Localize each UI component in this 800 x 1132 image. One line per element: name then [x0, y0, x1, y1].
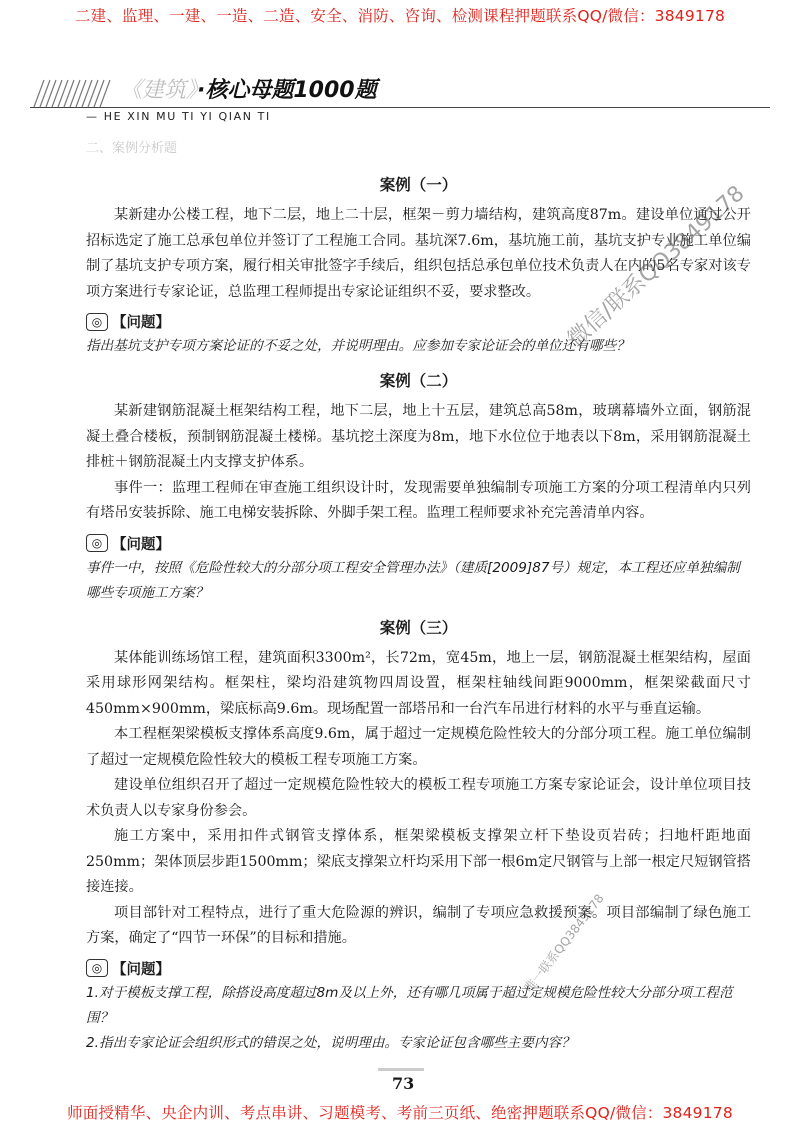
case-3-question-2: 2.指出专家论证会组织形式的错误之处，说明理由。专家论证包含哪些主要内容？: [86, 1034, 575, 1051]
case-title-1: 案例（一）: [379, 176, 458, 194]
question-label: [86, 958, 751, 979]
book-title-pinyin: — HE XIN MU TI YI QIAN TI: [86, 110, 271, 123]
question-label-text: 【问题】: [112, 961, 170, 978]
case-3-paragraph: 项目部针对工程特点，进行了重大危险源的辨识，编制了专项应急救援预案。项目部编制了绿色施工方案，确定了“四节一环保”的目标和措施。: [86, 904, 751, 946]
top-promo-banner: 二建、监理、一建、一造、二造、安全、消防、咨询、检测课程押题联系QQ/微信：3849178: [74, 7, 726, 25]
case-3-paragraph: 建设单位组织召开了超过一定规模危险性较大的模板工程专项施工方案专家论证会，设计单位项目技术负责人以专家身份参会。: [86, 777, 751, 819]
case-3-paragraph: 施工方案中，采用扣件式钢管支撑体系，框架梁模板支撑架立杆下垫设页岩砖；扫地杆距地面250mm；架体顶层步距1500mm；梁底支撑架立杆均采用下部一根6m定尺钢管与上部一根定尺短钢管搭接连接。: [86, 828, 751, 895]
page-number: 73: [392, 1074, 415, 1093]
case-2-event-1: 事件一：监理工程师在审查施工组织设计时，发现需要单独编制专项施工方案的分项工程清单内只列有塔吊安装拆除、施工电梯安装拆除、外脚手架工程。监理工程师要求补充完善清单内容。: [86, 479, 751, 521]
bottom-promo-banner: 师面授精华、央企内训、考点串讲、习题模考、考前三页纸、绝密押题联系QQ/微信：3849178: [67, 1104, 733, 1122]
question-icon: ◎: [86, 534, 108, 552]
question-label: [86, 533, 751, 554]
question-label-text: 【问题】: [112, 536, 170, 553]
question-label: [86, 311, 751, 332]
watermark-small: 唯一联系QQ3849178: [521, 891, 607, 995]
book-series-title: ·核心母题1000题: [197, 78, 377, 103]
book-title: [120, 73, 377, 104]
case-title-2: 案例（二）: [379, 372, 458, 390]
question-label-text: 【问题】: [112, 315, 170, 331]
header-stripes-decoration: [30, 78, 120, 108]
case-title-3: 案例（三）: [379, 618, 458, 637]
case-1-question: 指出基坑支护专项方案论证的不妥之处，并说明理由。应参加专家论证会的单位还有哪些？: [86, 338, 630, 354]
section-heading: 二、案例分析题: [86, 141, 178, 156]
header-rule: [30, 107, 770, 108]
book-category: 《建筑》: [120, 78, 198, 103]
main-content: [86, 173, 751, 1056]
case-2-paragraph: 某新建钢筋混凝土框架结构工程，地下二层，地上十五层，建筑总高58m，玻璃幕墙外立面，钢筋混凝土叠合楼板，预制钢筋混凝土楼梯。基坑挖土深度为8m，地下水位位于地表以下8m，采用钢筋混凝土排桩＋钢筋混凝土内支撑支护体系。: [86, 403, 751, 470]
question-icon: ◎: [86, 313, 108, 331]
watermark-main: 微信/联系QQ3849178: [563, 181, 750, 353]
case-2-question: 事件一中，按照《危险性较大的分部分项工程安全管理办法》（建质[2009]87号）规定，本工程还应单独编制哪些专项施工方案？: [86, 559, 740, 601]
case-3-paragraph: 本工程框架梁模板支撑体系高度9.6m，属于超过一定规模危险性较大的分部分项工程。施工单位编制了超过一定规模危险性较大的模板工程专项施工方案。: [86, 726, 751, 768]
case-3-paragraph: 某体能训练场馆工程，建筑面积3300m²，长72m，宽45m，地上一层，钢筋混凝土框架结构，屋面采用球形网架结构。框架柱，梁均沿建筑物四周设置，框架柱轴线间距9000mm，框架梁截面尺寸450mm×900mm，梁底标高9.6m。现场配置一部塔吊和一台汽车吊进行材料的水平与垂直运输。: [86, 649, 751, 717]
case-1-paragraph: 某新建办公楼工程，地下二层，地上二十层，框架－剪力墙结构，建筑高度87m。建设单位通过公开招标选定了施工总承包单位并签订了工程施工合同。基坑深7.6m，基坑施工前，基坑支护专业施工单位编制了基坑支护专项方案，履行相关审批签字手续后，组织包括总承包单位技术负责人在内的5名专家对该专项方案进行专家论证，总监理工程师提出专家论证组织不妥，要求整改。: [86, 207, 751, 300]
question-icon: ◎: [86, 959, 108, 977]
case-3-question-1: 1.对于模板支撑工程，除搭设高度超过8m及以上外，还有哪几项属于超过定规模危险性较大分部分项工程范围？: [86, 984, 733, 1026]
page-number-bar: [378, 1068, 424, 1071]
